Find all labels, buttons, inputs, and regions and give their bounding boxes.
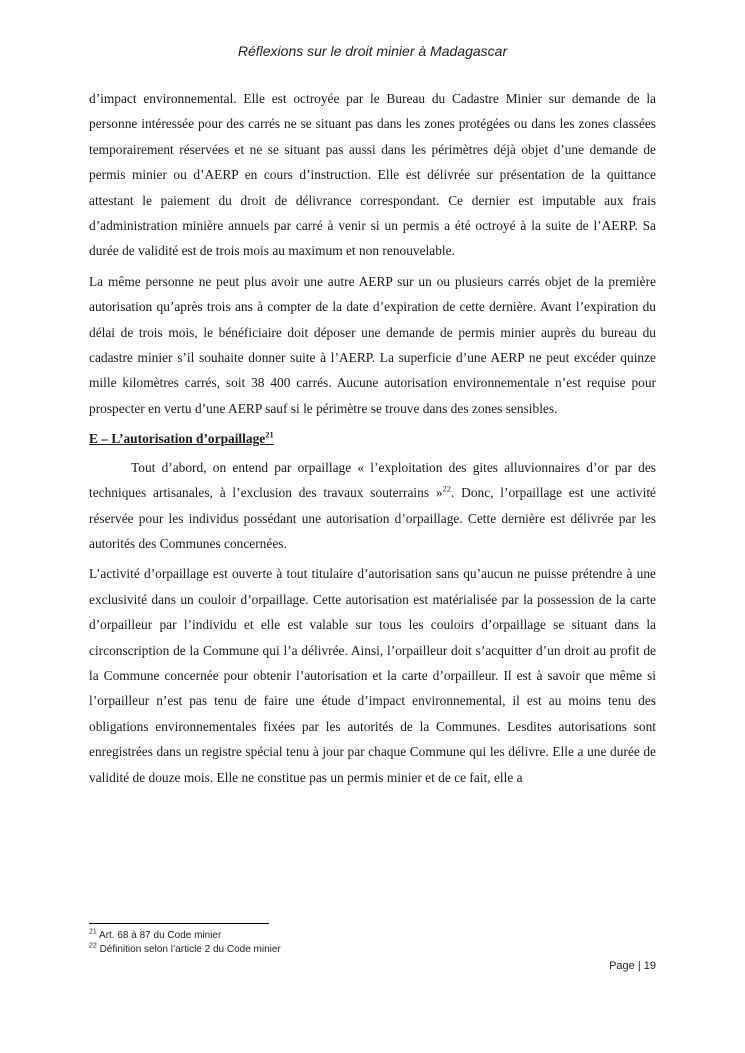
paragraph-orpaillage-definition-part1: Tout d’abord, on entend par orpaillage « l’exploitation des gites alluvionnaires d’or par des techniques artisanales, à l’exclusion des travaux souterrains »	[89, 459, 656, 501]
footnote-ref-22[interactable]: 22	[442, 483, 452, 494]
paragraph-aerp-delivery: d’impact environnemental. Elle est octroyée par le Bureau du Cadastre Minier sur demande de la personne intéressée pour des carrés ne se situant pas dans les zones protégées ou dans les zones classées temporairement réservées et ne se situant pas aussi dans les périmètres déjà objet d’une demande de permis minier ou d’AERP en cours d’instruction. Elle est délivrée sur présentation de la quittance attestant le paiement du droit de délivrance correspondant. Ce dernier est imputable aux frais d’administration minière annuels par carré à venir si un permis a été octroyé à la suite de l’AERP. Sa durée de validité est de trois mois au maximum et non renouvelable.	[89, 91, 656, 259]
footnote-number-22: 22	[89, 942, 97, 950]
footnote-separator	[89, 923, 269, 924]
footnote-text-21: Art. 68 à 87 du Code minier	[99, 930, 222, 941]
body-text	[89, 86, 656, 795]
footnote-number-21: 21	[89, 928, 97, 936]
section-heading	[89, 426, 656, 451]
footnotes	[89, 929, 656, 957]
footnote-21	[89, 929, 656, 943]
paragraph-orpaillage-definition	[89, 455, 656, 557]
paragraph-orpaillage-definition-part2: . Donc, l’orpaillage est une activité réservée pour les individus possédant une autorisation d’orpaillage. Cette dernière est délivrée par les autorités des Communes concernées.	[89, 485, 656, 551]
footnote-ref-21[interactable]: 21	[265, 429, 274, 440]
paragraph-aerp-limits: La même personne ne peut plus avoir une autre AERP sur un ou plusieurs carrés objet de la première autorisation qu’après trois ans à compter de la date d’expiration de cette dernière. Avant l’expiration du délai de trois mois, le bénéficiaire doit déposer une demande de permis minier auprès du bureau du cadastre minier s’il souhaite donner suite à l’AERP. La superficie d’une AERP ne peut excéder quinze mille kilomètres carrés, soit 38 400 carrés. Aucune autorisation environnementale n’est requise pour prospecter en vertu d’une AERP sauf si le périmètre se trouve dans des zones sensibles.	[89, 273, 656, 416]
paragraph-orpaillage-activity: L’activité d’orpaillage est ouverte à tout titulaire d’autorisation sans qu’aucun ne puisse prétendre à une exclusivité dans un couloir d’orpaillage. Cette autorisation est matérialisée par la possession de la carte d’orpailleur par l’individu et elle est valable sur tous les couloirs d’orpaillage se situant dans la circonscription de la Commune qui l’a délivrée. Ainsi, l’orpailleur doit s’acquitter d’un droit au profit de la Commune concernée pour obtenir l’autorisation et la carte d’orpailleur. Il est à savoir que même si l’orpailleur n’est pas tenu de faire une étude d’impact environnemental, il est au moins tenu des obligations environnementales fixées par les autorités de la Communes. Lesdites autorisations sont enregistrées dans un registre spécial tenu à jour par chaque Commune qui les délivre. Elle a une durée de validité de douze mois. Elle ne constitue pas un permis minier et de ce fait, elle a	[89, 566, 656, 785]
running-header: Réflexions sur le droit minier à Madagascar	[237, 43, 508, 59]
page-number: Page | 19	[609, 960, 656, 972]
footnote-text-22: Définition selon l’article 2 du Code minier	[99, 944, 281, 955]
section-heading-text: E – L’autorisation d’orpaillage	[89, 431, 266, 447]
footnote-22	[89, 943, 656, 957]
